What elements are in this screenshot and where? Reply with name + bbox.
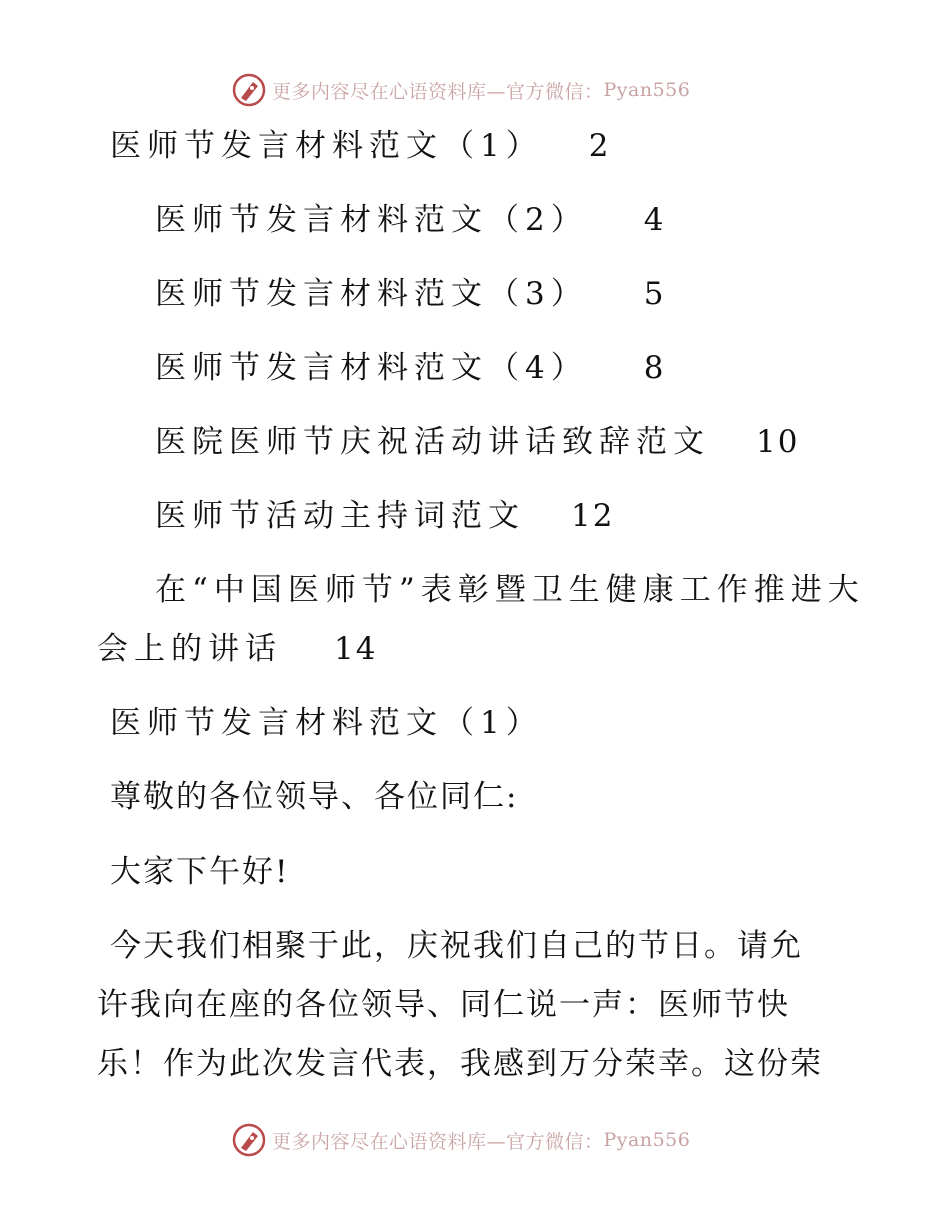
pen-nib-logo-icon (232, 73, 266, 107)
footer-banner (232, 1120, 690, 1160)
toc-title: 医师节活动主持词范文 (155, 498, 525, 534)
paragraph-line-2: 许我向在座的各位领导、同仁说一声：医师节快 (97, 987, 790, 1023)
toc-title: 在“中国医师节”表彰暨卫生健康工作推进大 (155, 572, 865, 608)
toc-entry-7[interactable] (155, 572, 865, 608)
wechat-id: Pyan556 (603, 79, 691, 101)
greeting: 大家下午好! (110, 854, 290, 890)
paragraph-line-3: 乐！作为此次发言代表，我感到万分荣幸。这份荣 (97, 1046, 823, 1082)
banner-text: 更多内容尽在心语资料库—官方微信： (272, 1130, 604, 1153)
toc-title: 医师节发言材料范文（3） (155, 276, 588, 312)
toc-entry-6[interactable] (155, 498, 615, 534)
toc-page: 2 (588, 128, 611, 164)
header-banner (232, 70, 690, 110)
section-heading: 医师节发言材料范文（1） (110, 705, 543, 741)
salutation: 尊敬的各位领导、各位同仁: (110, 779, 519, 815)
banner-text: 更多内容尽在心语资料库—官方微信： (272, 80, 604, 103)
toc-entry-1[interactable] (110, 128, 611, 164)
pen-nib-logo-icon (232, 1123, 266, 1157)
toc-page: 4 (643, 202, 666, 238)
paragraph-line-1: 今天我们相聚于此，庆祝我们自己的节日。请允 (110, 928, 803, 964)
toc-page: 8 (643, 350, 666, 386)
toc-title: 医师节发言材料范文（1） (110, 128, 543, 164)
toc-title: 医师节发言材料范文（4） (155, 350, 588, 386)
toc-title-cont: 会上的讲话 (97, 631, 282, 667)
toc-page: 5 (643, 276, 666, 312)
toc-entry-4[interactable] (155, 350, 666, 386)
toc-entry-7-cont[interactable] (97, 631, 378, 667)
toc-entry-3[interactable] (155, 276, 666, 312)
toc-title: 医院医师节庆祝活动讲话致辞范文 (155, 424, 710, 460)
toc-entry-5[interactable] (155, 424, 800, 460)
toc-entry-2[interactable] (155, 202, 666, 238)
toc-page: 14 (334, 631, 378, 667)
toc-title: 医师节发言材料范文（2） (155, 202, 588, 238)
toc-page: 12 (571, 498, 615, 534)
wechat-id: Pyan556 (603, 1129, 691, 1151)
toc-page: 10 (756, 424, 800, 460)
